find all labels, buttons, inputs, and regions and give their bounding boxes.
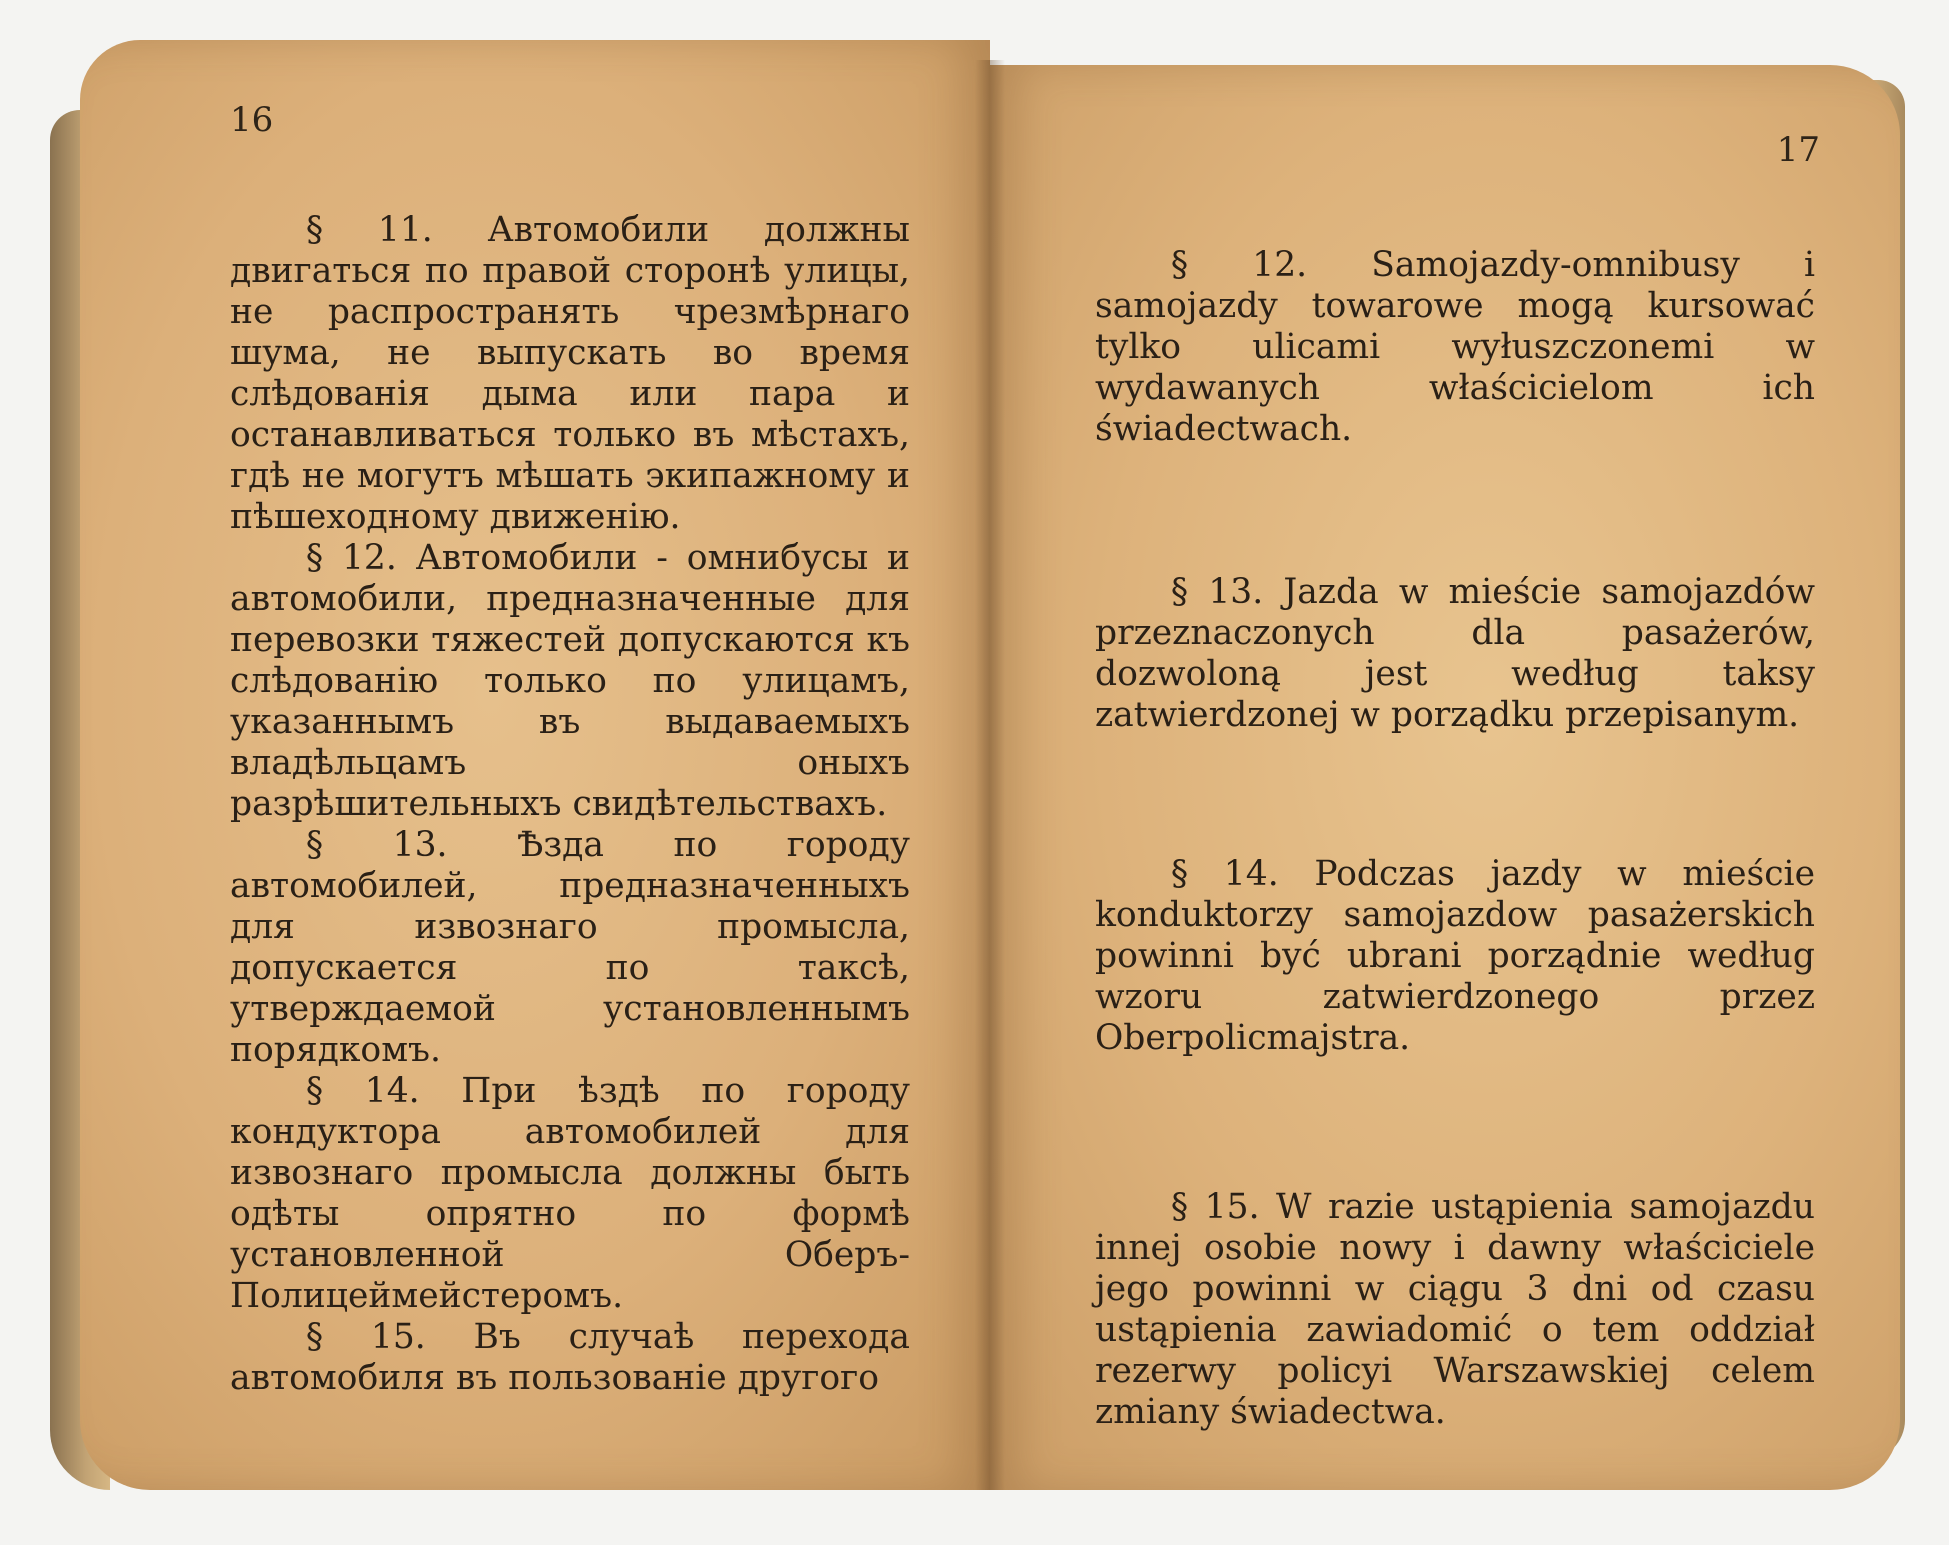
left-paragraph-15: § 15. Въ случаѣ перехода автомобиля въ пользованіе другого bbox=[230, 1317, 910, 1398]
right-page-number: 17 bbox=[1776, 130, 1820, 170]
left-paragraph-14: § 14. При ѣздѣ по городу кондуктора автомобилей для извознаго промысла должны быть одѣты опрятно по формѣ установленной Оберъ-Полицеймейстеромъ. bbox=[230, 1071, 910, 1316]
right-paragraph-14: § 14. Podczas jazdy w mieście konduktorzy samojazdow pasażerskich powinni być ubrani porządnie według wzoru zatwierdzonego przez Oberpolicmajstra. bbox=[1095, 854, 1815, 1058]
right-paragraph-15: § 15. W razie ustąpienia samojazdu innej osobie nowy i dawny właściciele jego powinni w ciągu 3 dni od czasu ustąpienia zawiadomić o tem oddział rezerwy policyi Warszawskiej celem zmiany świadectwa. bbox=[1095, 1187, 1815, 1432]
left-paragraph-13: § 13. Ѣзда по городу автомобилей, предназначенныхъ для извознаго промысла, допускается по таксѣ, утверждаемой установленнымъ порядкомъ. bbox=[230, 825, 910, 1070]
right-paragraph-12: § 12. Samojazdy-omnibusy i samojazdy towarowe mogą kursować tylko ulicami wyłuszczonemi w wydawanych właścicielom ich świadectwach. bbox=[1095, 245, 1815, 449]
right-paragraph-13: § 13. Jazda w mieście samojazdów przeznaczonych dla pasażerów, dozwoloną jest według taksy zatwierdzonej w porządku przepisanym. bbox=[1095, 572, 1815, 735]
left-page bbox=[80, 40, 990, 1490]
left-page-text bbox=[230, 210, 910, 1399]
left-page-number: 16 bbox=[230, 100, 274, 140]
book-gutter bbox=[975, 60, 1005, 1490]
left-paragraph-11: § 11. Автомобили должны двигаться по правой сторонѣ улицы, не распространять чрезмѣрнаго шума, не выпускать во время слѣдованія дыма или пара и останавливаться только въ мѣстахъ, гдѣ не могутъ мѣшать экипажному и пѣшеходному движенію. bbox=[230, 210, 910, 537]
right-page-text bbox=[1095, 245, 1815, 1545]
right-page bbox=[990, 65, 1900, 1490]
left-paragraph-12: § 12. Автомобили - омнибусы и автомобили, предназначенные для перевозки тяжестей допускаются къ слѣдованію только по улицамъ, указаннымъ въ выдаваемыхъ владѣльцамъ оныхъ разрѣшительныхъ свидѣтельствахъ. bbox=[230, 538, 910, 824]
open-booklet bbox=[50, 40, 1900, 1500]
